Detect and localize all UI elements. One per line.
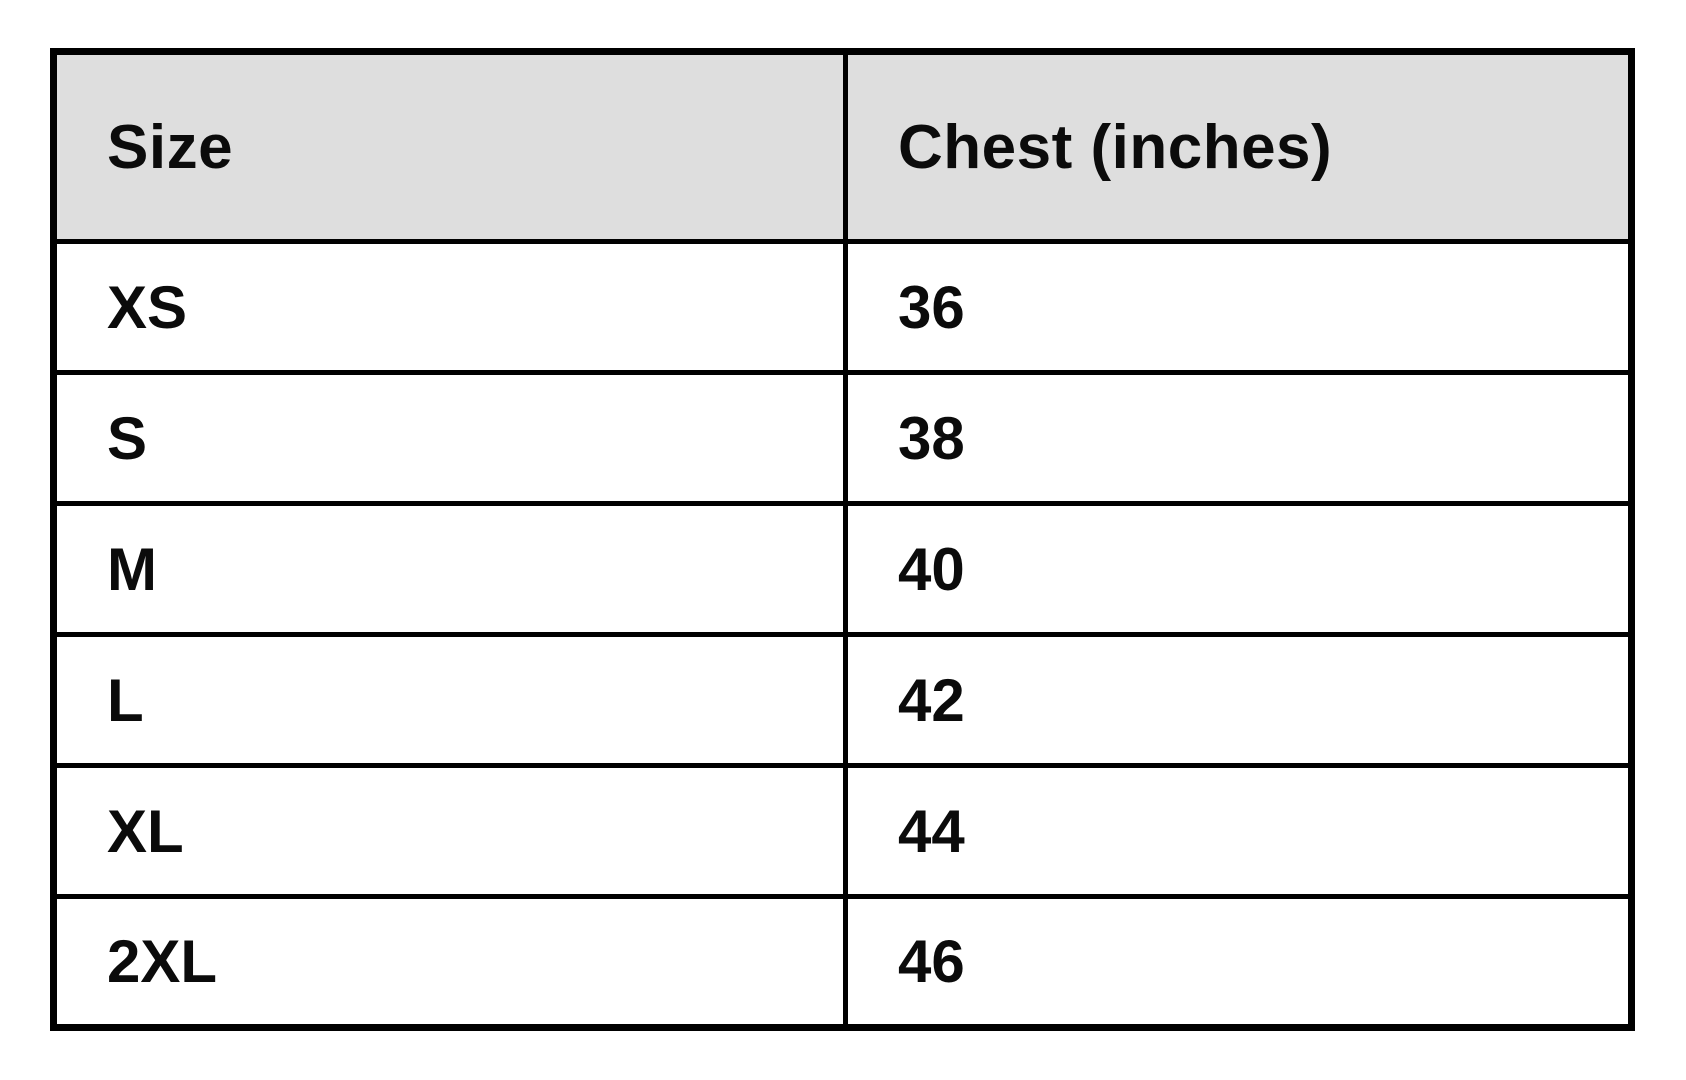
table-row bbox=[54, 766, 1632, 897]
table-row bbox=[54, 373, 1632, 504]
size-cell: XS bbox=[54, 242, 846, 373]
size-chart-table bbox=[50, 48, 1635, 1031]
column-header-size: Size bbox=[54, 52, 846, 242]
chest-cell: 40 bbox=[846, 504, 1632, 635]
table-row bbox=[54, 242, 1632, 373]
chest-cell: 36 bbox=[846, 242, 1632, 373]
chest-cell: 38 bbox=[846, 373, 1632, 504]
column-header-chest: Chest (inches) bbox=[846, 52, 1632, 242]
table-row bbox=[54, 635, 1632, 766]
table-row bbox=[54, 504, 1632, 635]
chest-cell: 44 bbox=[846, 766, 1632, 897]
chest-cell: 46 bbox=[846, 897, 1632, 1028]
table-header-row bbox=[54, 52, 1632, 242]
size-cell: 2XL bbox=[54, 897, 846, 1028]
size-cell: L bbox=[54, 635, 846, 766]
size-cell: XL bbox=[54, 766, 846, 897]
table-row bbox=[54, 897, 1632, 1028]
chest-cell: 42 bbox=[846, 635, 1632, 766]
size-cell: S bbox=[54, 373, 846, 504]
size-cell: M bbox=[54, 504, 846, 635]
